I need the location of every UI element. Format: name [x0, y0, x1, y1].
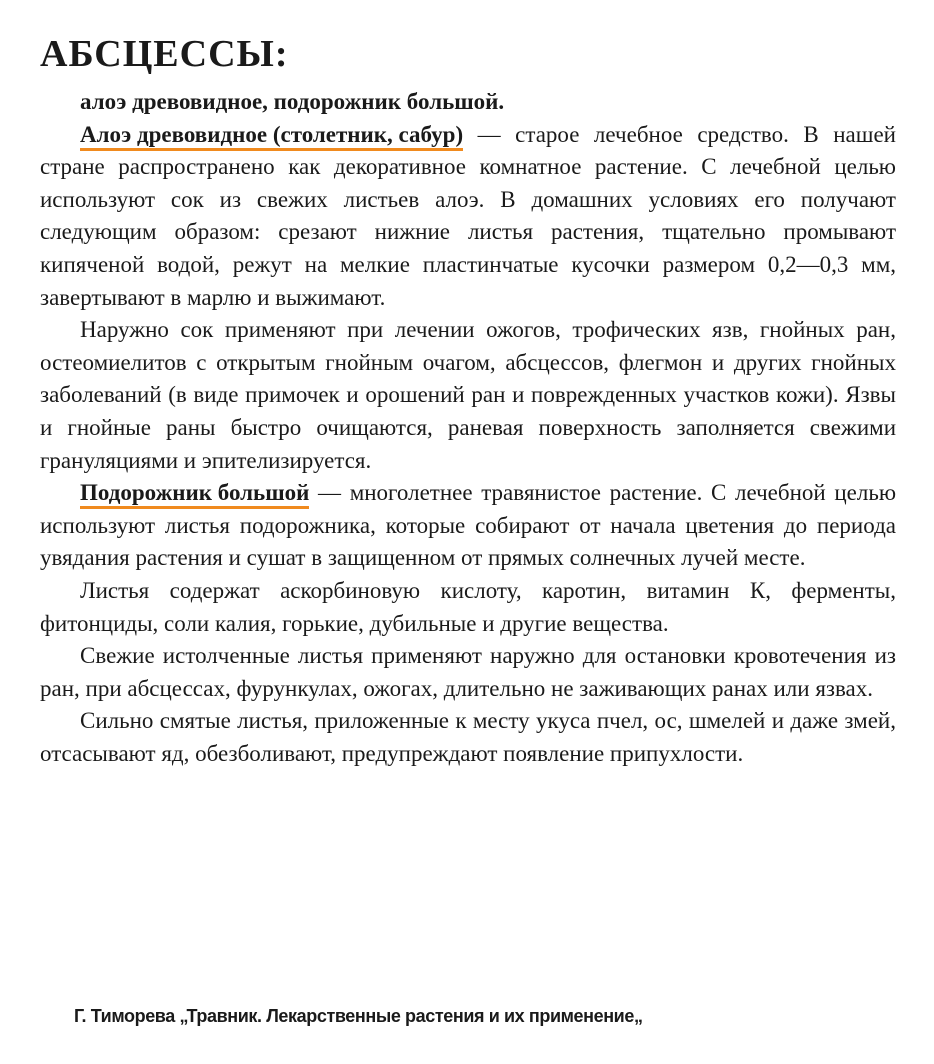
paragraph-plantain-usage: Свежие истолченные листья применяют наружно для остановки кровотечения из ран, при абсцессах, фурункулах, ожогах, длительно не заживающих ранах или язвах.: [40, 643, 896, 701]
article-body: [40, 86, 896, 770]
paragraph-text: — старое лечебное средство. В нашей стране распространено как декоративное комнатное растение. С лечебной целью используют сок из свежих листьев алоэ. В домашних условиях его получают следующим образом: срезают нижние листья растения, тщательно промывают кипяченой водой, режут на мелкие пластинчатые кусочки размером 0,2—0,3 мм, завертывают в марлю и выжимают.: [40, 121, 896, 310]
paragraph-plantain-composition: Листья содержат аскорбиновую кислоту, каротин, витамин К, ферменты, фитонциды, соли калия, горькие, дубильные и другие вещества.: [40, 577, 896, 636]
source-citation: Г. Тиморева „Травник. Лекарственные растения и их применение„: [74, 1006, 643, 1026]
paragraph-text: — многолетнее травянистое растение. С лечебной целью используют листья подорожника, которые собирают от начала цветения до периода увядания растения и сушат в защищенном от прямых солнечных лучей месте.: [40, 480, 896, 571]
paragraph-plantain-stings: Сильно смятые листья, приложенные к месту укуса пчел, ос, шмелей и даже змей, отсасывают яд, обезболивают, предупреждают появление припухлости.: [40, 708, 896, 766]
paragraph-aloe-usage: Наружно сок применяют при лечении ожогов, трофических язв, гнойных ран, остеомиелитов с открытым гнойным очагом, абсцессов, флегмон и других гнойных заболеваний (в виде примочек и орошений ран и поврежденных участков кожи). Язвы и гнойные раны быстро очищаются, раневая поверхность заполняется свежими грануляциями и эпителизируется.: [40, 317, 896, 473]
page-title: АБСЦЕССЫ:: [40, 33, 289, 75]
paragraph-plantain: [40, 477, 896, 575]
term-aloe: Алоэ древовидное (столетник, сабур): [80, 122, 463, 151]
term-plantain: Подорожник большой: [80, 480, 309, 509]
paragraph-aloe: [40, 119, 896, 315]
subtitle: алоэ древовидное, подорожник большой.: [80, 89, 505, 114]
